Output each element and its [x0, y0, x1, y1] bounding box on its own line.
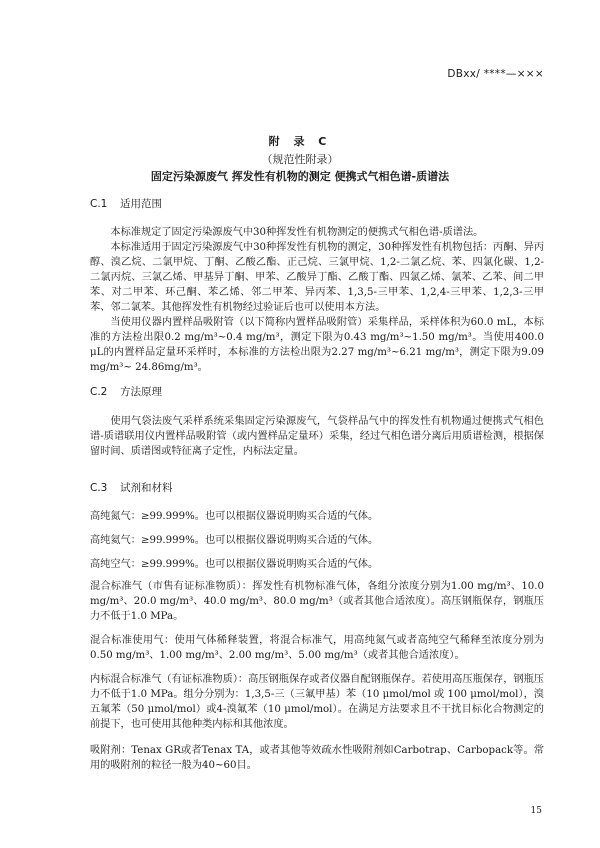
page-number: 15 [530, 806, 542, 816]
section-heading-c1 [90, 196, 162, 211]
section-heading-c2 [90, 384, 162, 399]
paragraph: 混合标准气（市售有证标准物质）：挥发性有机物标准气体，各组分浓度分别为1.00 mg/m³、10.0 mg/m³、20.0 mg/m³、40.0 mg/m³、80.0 mg/m³（或者其他合适浓度）。高压钢瓶保存，钢瓶压力不低于1.0 MPa。 [90, 581, 544, 622]
annex-title: 固定污染源废气 挥发性有机物的测定 便携式气相色谱-质谱法 [150, 170, 450, 183]
paragraph: 高纯空气：≥99.999%。也可以根据仪器说明购买合适的气体。 [90, 559, 379, 570]
paragraph: 吸附剂：Tenax GR或者Tenax TA，或者其他等效疏水性吸附剂如Carbotrap、Carbopack等。常用的吸附剂的粒径一般为40~60目。 [90, 745, 544, 771]
section-title: 方法原理 [120, 386, 162, 398]
section-number: C.1 [90, 198, 108, 210]
paragraph: 高纯氦气：≥99.999%。也可以根据仪器说明购买合适的气体。 [90, 535, 379, 546]
paragraph: 使用气袋法废气采样系统采集固定污染源废气，气袋样品气中的挥发性有机物通过便携式气相色谱-质谱联用仪内置样品吸附管（或内置样品定量环）采集，经过气相色谱分离后用质谱检测，根据保留时间、质谱图或特征离子定性，内标法定量。 [90, 416, 544, 457]
paragraph: 混合标准使用气：使用气体稀释装置，将混合标准气，用高纯氮气或者高纯空气稀释至浓度分别为0.50 mg/m³、1.00 mg/m³、2.00 mg/m³、5.00 mg/m³（或者其他合适浓度）。 [90, 635, 544, 661]
document-code: DBxx/ ****—××× [447, 68, 544, 80]
section-number: C.3 [90, 482, 108, 494]
section-number: C.2 [90, 386, 108, 398]
annex-label: 附 录 C [268, 135, 332, 148]
section-heading-c3 [90, 480, 173, 495]
paragraph: 本标准规定了固定污染源废气中30种挥发性有机物测定的便携式气相色谱-质谱法。 [110, 227, 484, 238]
paragraph: 当使用仪器内置样品吸附管（以下简称内置样品吸附管）采集样品，采样体积为60.0 mL，本标准的方法检出限0.2 mg/m³~0.4 mg/m³，测定下限为0.43 mg/m³~1.50 mg/m³。当使用400.0 μL的内置样品定量环采样时，本标准的方法检出限为2.27 mg/m³~6.21 mg/m³，测定下限为9.09 mg/m³~ 24.86mg/m³。 [90, 317, 544, 373]
paragraph: 本标准适用于固定污染源废气中30种挥发性有机物的测定，30种挥发性有机物包括：丙酮、异丙醇、溴乙烷、二氯甲烷、丁酮、乙酸乙酯、正己烷、三氯甲烷、1,2-二氯乙烷、苯、四氯化碳、1,2-二氯丙烷、三氯乙烯、甲基异丁酮、甲苯、乙酸异丁酯、乙酸丁酯、四氯乙烯、氯苯、乙苯、间二甲苯、对二甲苯、环己酮、苯乙烯、邻二甲苯、异丙苯、1,3,5-三甲苯、1,2,4-三甲苯、1,2,3-三甲苯、邻二氯苯。其他挥发性有机物经过验证后也可以使用本方法。 [90, 242, 544, 313]
annex-normative-note: （规范性附录） [261, 153, 339, 166]
paragraph: 高纯氮气：≥99.999%。也可以根据仪器说明购买合适的气体。 [90, 511, 379, 522]
paragraph: 内标混合标准气（有证标准物质）：高压钢瓶保存或者仪器自配钢瓶保存。若使用高压瓶保存，钢瓶压力不低于1.0 MPa。组分分别为：1,3,5-三（三氟甲基）苯（10 μmol/mol 或 100 μmol/mol），溴五氟苯（50 μmol/mol）或4-溴氟苯（10 μmol/mol）。在满足方法要求且不干扰目标化合物测定的前提下，也可使用其他种类内标和其他浓度。 [90, 674, 544, 730]
section-title: 适用范围 [120, 198, 162, 210]
section-title: 试剂和材料 [120, 482, 173, 494]
